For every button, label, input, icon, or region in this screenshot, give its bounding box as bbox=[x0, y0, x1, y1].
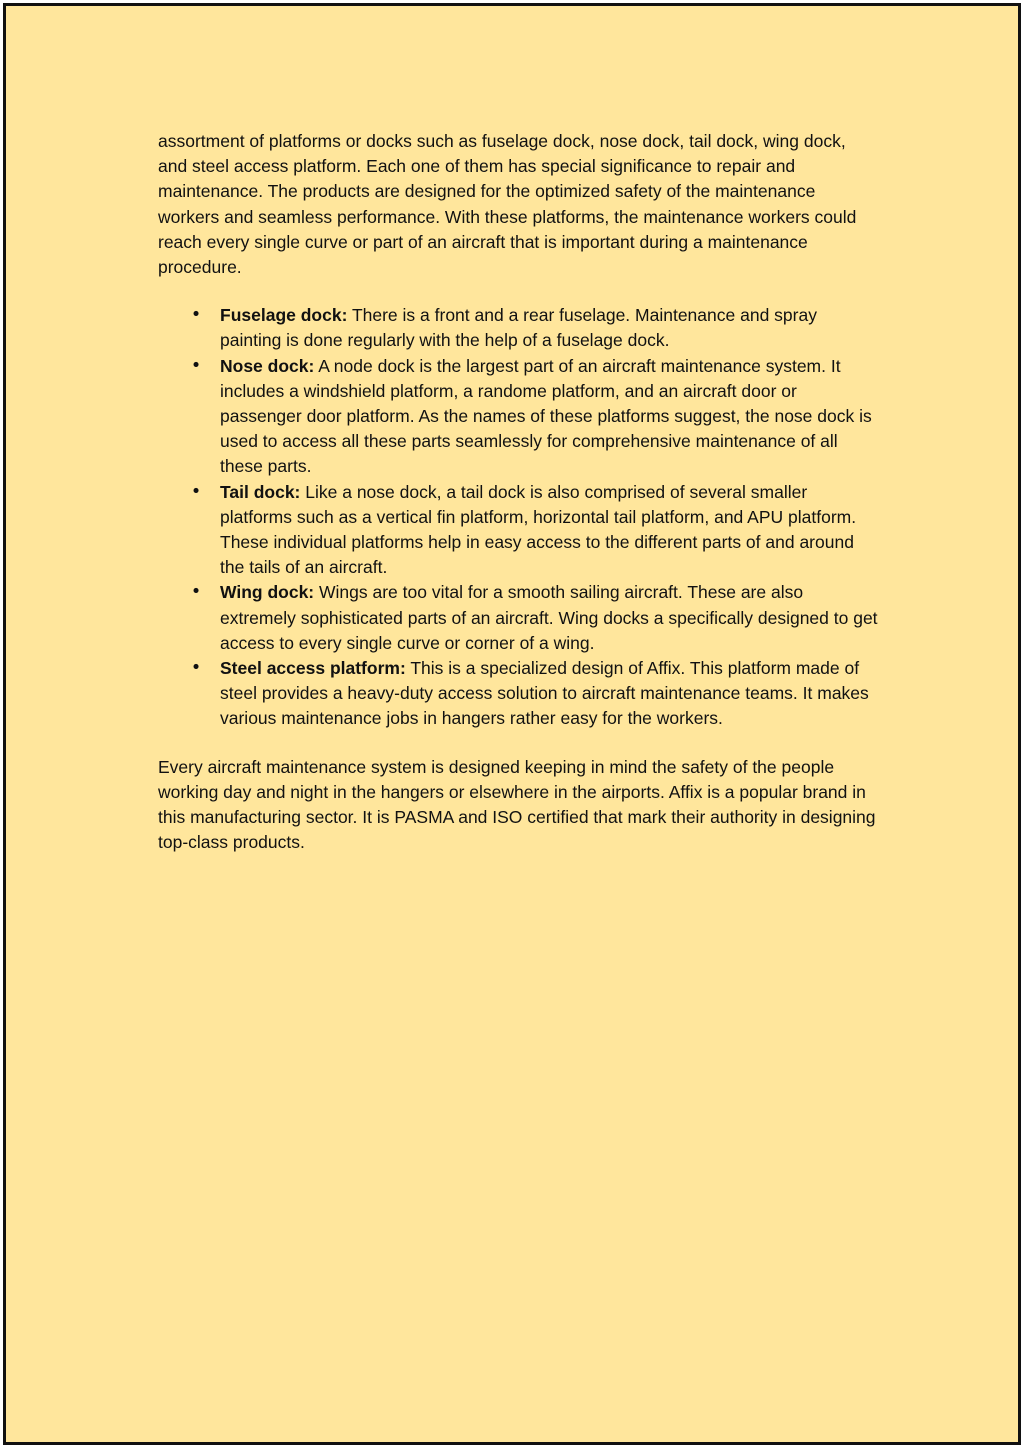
bullet-icon: • bbox=[190, 582, 202, 603]
bullet-term: Nose dock: bbox=[220, 355, 315, 376]
bullet-icon: • bbox=[190, 481, 202, 502]
list-item-steel-access-platform bbox=[158, 656, 878, 732]
bullet-icon: • bbox=[190, 305, 202, 326]
list-item-nose-dock bbox=[158, 354, 878, 480]
bullet-text: Wings are too vital for a smooth sailing aircraft. These are also extremely sophisticated parts of an aircraft. Wing docks a specifically designed to get access to every single curve or corner of a wing. bbox=[220, 582, 878, 653]
closing-paragraph: Every aircraft maintenance system is designed keeping in mind the safety of the people working day and night in the hangers or elsewhere in the airports. Affix is a popular brand in this manufacturing sector. It is PASMA and ISO certified that mark their authority in designing top-class products. bbox=[158, 756, 876, 853]
bullet-term: Wing dock: bbox=[220, 582, 315, 603]
bullet-icon: • bbox=[190, 355, 202, 376]
bullet-text: A node dock is the largest part of an aircraft maintenance system. It includes a windshield platform, a randome platform, and an aircraft door or passenger door platform. As the names of these platforms suggest, the nose dock is used to access all these parts seamlessly for comprehensive maintenance of all these parts. bbox=[220, 355, 872, 477]
bullet-text: Like a nose dock, a tail dock is also comprised of several smaller platforms such as a vertical fin platform, horizontal tail platform, and APU platform. These individual platforms help in easy access to the different parts of and around the tails of an aircraft. bbox=[220, 481, 857, 578]
bullet-icon: • bbox=[190, 658, 202, 679]
list-item-tail-dock bbox=[158, 480, 878, 581]
dock-types-list bbox=[158, 303, 878, 731]
document-page bbox=[3, 3, 1021, 1445]
list-item-wing-dock bbox=[158, 580, 878, 656]
intro-paragraph: assortment of platforms or docks such as fuselage dock, nose dock, tail dock, wing dock, and steel access platform. Each one of them has special significance to repair and maintenance. The products are designed for the optimized safety of the maintenance workers and seamless performance. With these platforms, the maintenance workers could reach every single curve or part of an aircraft that is important during a maintenance procedure. bbox=[158, 131, 857, 278]
bullet-text: There is a front and a rear fuselage. Maintenance and spray painting is done regularly with the help of a fuselage dock. bbox=[220, 305, 817, 351]
bullet-term: Tail dock: bbox=[220, 481, 301, 502]
list-item-fuselage-dock bbox=[158, 303, 878, 353]
bullet-text: This is a specialized design of Affix. This platform made of steel provides a heavy-duty access solution to aircraft maintenance teams. It makes various maintenance jobs in hangers rather easy for the workers. bbox=[220, 658, 869, 729]
bullet-term: Steel access platform: bbox=[220, 658, 406, 679]
bullet-term: Fuselage dock: bbox=[220, 305, 348, 326]
document-body bbox=[158, 129, 878, 855]
